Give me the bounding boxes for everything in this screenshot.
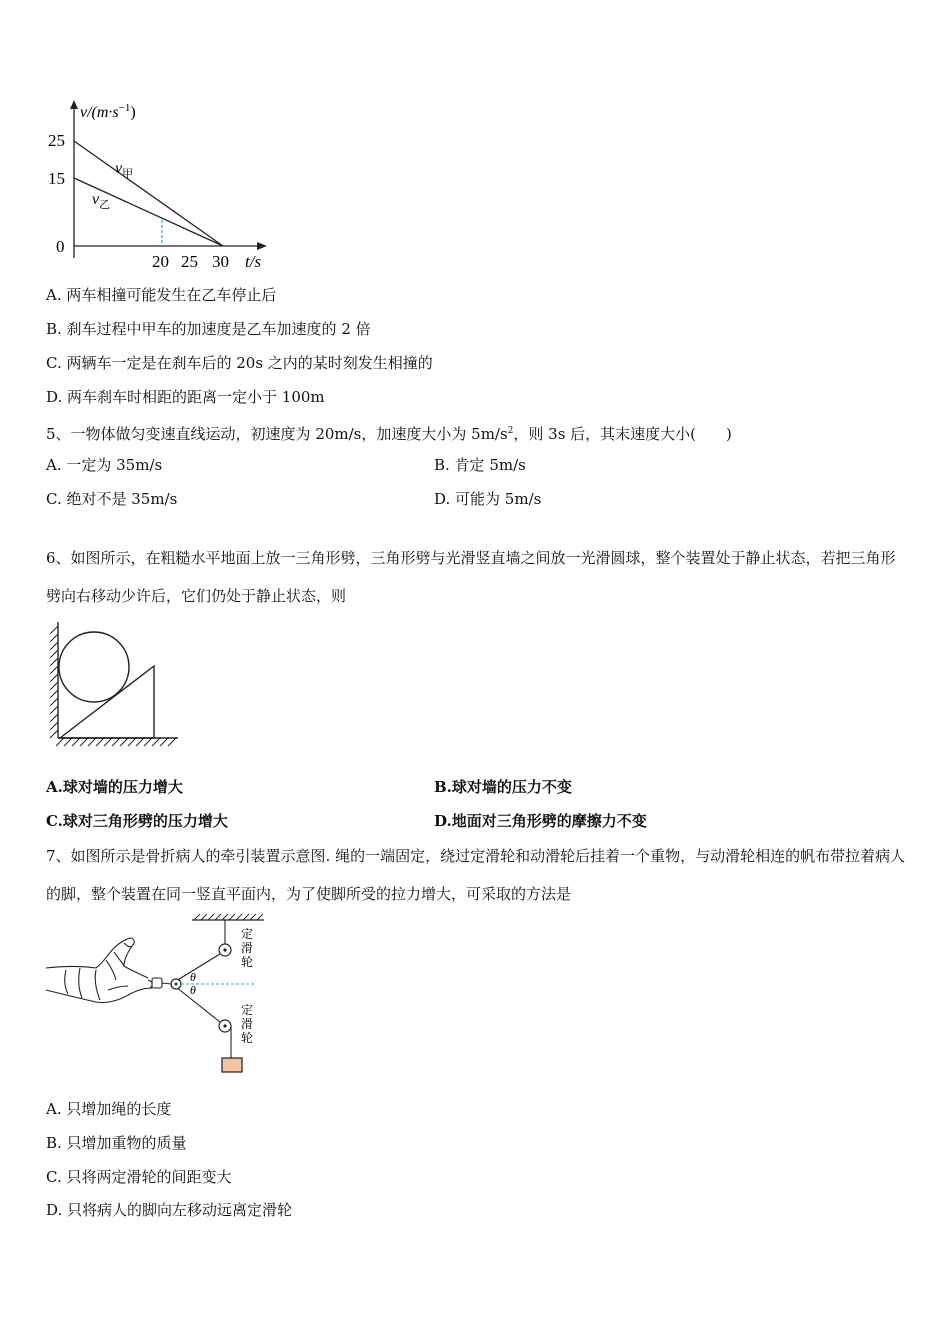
strap-clip [152, 978, 162, 988]
q6-option-a: A.球对墙的压力增大 [46, 778, 183, 796]
q6-option-d: D.地面对三角形劈的摩擦力不变 [434, 812, 647, 830]
ceiling-hatch [194, 914, 263, 920]
y-axis-arrow [70, 100, 78, 109]
q5-stem-a: 5、一物体做匀变速直线运动，初速度为 20m/s，加速度大小为 5m/s [46, 425, 508, 443]
x-tick-25: 25 [181, 252, 198, 271]
lower-pulley-label-3: 轮 [241, 1031, 254, 1045]
moving-pulley-axle [175, 983, 178, 986]
x-tick-20: 20 [152, 252, 169, 271]
y-tick-15: 15 [48, 169, 65, 188]
upper-pulley-label-1: 定 [241, 927, 254, 941]
lower-pulley-label-1: 定 [241, 1003, 254, 1017]
q7-stem: 7、如图所示是骨折病人的牵引装置示意图. 绳的一端固定，绕过定滑轮和动滑轮后挂着一个重物，与动滑轮相连的帆布带拉着病人的脚，整个装置在同一竖直平面内，为了使脚所受的拉力增大，可采取的方法是 [46, 847, 906, 903]
q5-option-b: B. 肯定 5m/s [434, 456, 526, 474]
patient-leg [46, 938, 152, 1003]
q5-stem-sup: 2 [507, 426, 514, 436]
weight-block [222, 1058, 242, 1072]
q5-option-c: C. 绝对不是 35m/s [46, 490, 178, 508]
rope-upper [176, 954, 220, 981]
wedge-ball-figure [44, 618, 184, 748]
x-axis-label: t/s [245, 252, 262, 271]
upper-pulley-label-2: 滑 [241, 941, 254, 955]
q4-option-b: B. 刹车过程中甲车的加速度是乙车加速度的 2 倍 [46, 320, 371, 338]
q5-stem-b: ，则 3s 后，其末速度大小( ) [513, 425, 732, 443]
angle-upper: θ [190, 970, 196, 984]
lower-pulley-axle [223, 1024, 226, 1027]
q4-option-c: C. 两辆车一定是在刹车后的 20s 之内的某时刻发生相撞的 [46, 354, 433, 372]
q7-option-b: B. 只增加重物的质量 [46, 1134, 187, 1152]
upper-pulley-label-3: 轮 [241, 955, 254, 969]
upper-pulley-axle [223, 948, 226, 951]
x-tick-30: 30 [212, 252, 229, 271]
y-tick-0: 0 [56, 237, 65, 256]
q5-option-a: A. 一定为 35m/s [46, 456, 163, 474]
strap [162, 983, 171, 984]
q5-stem [46, 421, 732, 444]
traction-figure [44, 910, 274, 1080]
q6-stem: 6、如图所示，在粗糙水平地面上放一三角形劈，三角形劈与光滑竖直墙之间放一光滑圆球，整个装置处于静止状态，若把三角形劈向右移动少许后，它们仍处于静止状态，则 [46, 549, 896, 605]
q7-option-c: C. 只将两定滑轮的间距变大 [46, 1168, 232, 1186]
y-tick-25: 25 [48, 131, 65, 150]
strap-2 [148, 980, 152, 982]
q4-option-d: D. 两车刹车时相距的距离一定小于 100m [46, 388, 325, 406]
label-yi: $v_乙$ [92, 191, 111, 211]
q7-option-d: D. 只将病人的脚向左移动远离定滑轮 [46, 1201, 293, 1219]
ball [59, 632, 129, 702]
ground-hatch [56, 738, 176, 746]
label-jia: $v_甲$ [115, 160, 134, 180]
y-axis-label: $v/(m\cdot s^{-1})$ [80, 102, 136, 121]
q4-option-a: A. 两车相撞可能发生在乙车停止后 [46, 286, 277, 304]
q5-option-d: D. 可能为 5m/s [434, 490, 542, 508]
triangle-wedge [60, 666, 154, 738]
rope-lower [176, 987, 220, 1022]
q6-option-c: C.球对三角形劈的压力增大 [46, 812, 228, 830]
vt-graph [40, 98, 280, 274]
q7-option-a: A. 只增加绳的长度 [46, 1100, 172, 1118]
q6-option-b: B.球对墙的压力不变 [434, 778, 572, 796]
angle-lower: θ [190, 983, 196, 997]
x-axis-arrow [257, 242, 267, 250]
lower-pulley-label-2: 滑 [241, 1017, 254, 1031]
wall-hatch [50, 626, 58, 738]
line-yi [74, 178, 223, 246]
